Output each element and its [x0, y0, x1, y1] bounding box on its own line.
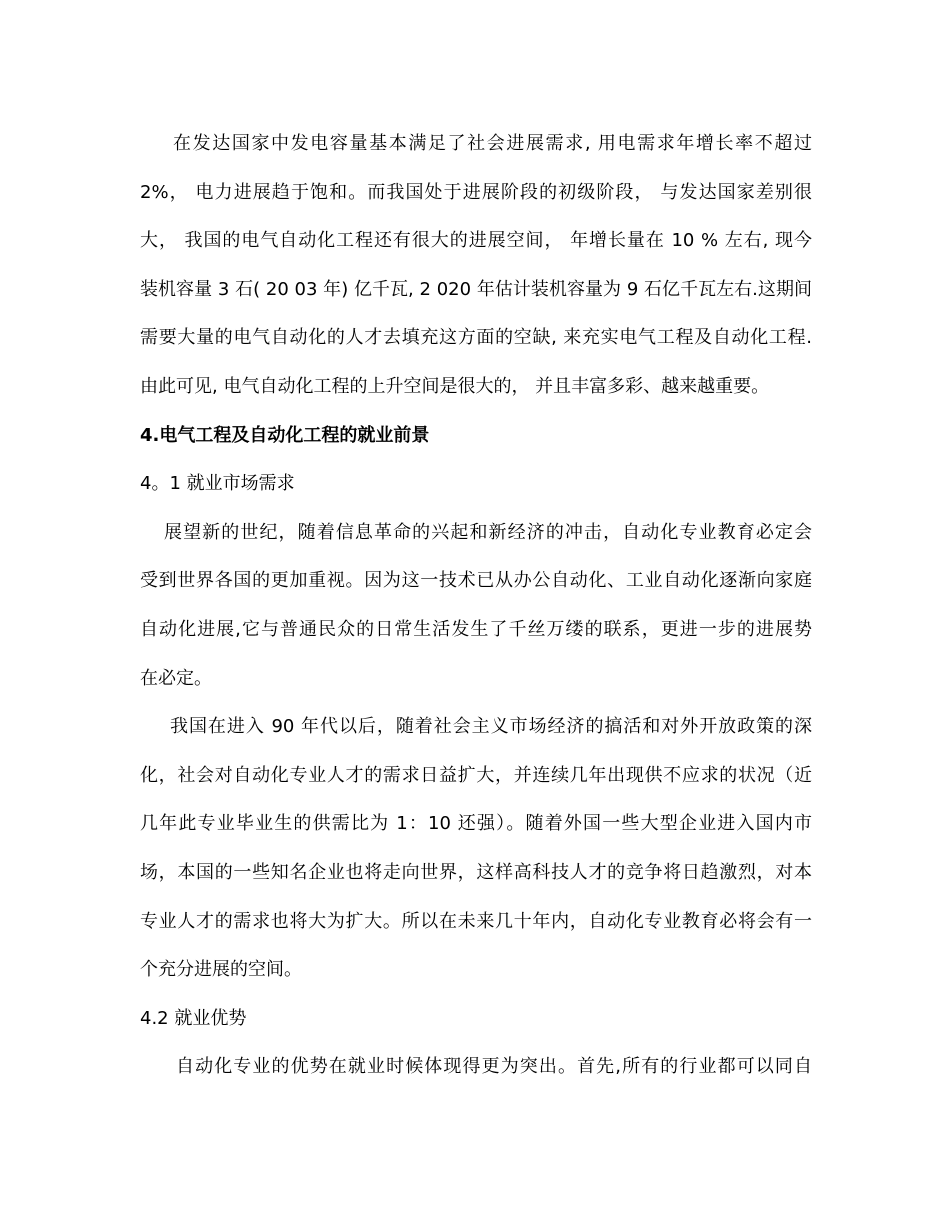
- paragraph-line: 在发达国家中发电容量基本满足了社会进展需求, 用电需求年增长率不超过: [173, 133, 812, 154]
- paragraph-line: 由此可见, 电气自动化工程的上升空间是很大的， 并且丰富多彩、越来越重要。: [140, 375, 770, 397]
- paragraph-line: 受到世界各国的更加重视。因为这一技术已从办公自动化、工业自动化逐渐向家庭: [140, 570, 812, 592]
- paragraph-line: 自动化进展,它与普通民众的日常生活发生了千丝万缕的联系，更进一步的进展势: [140, 618, 812, 640]
- paragraph-line: 展望新的世纪，随着信息革命的兴起和新经济的冲击，自动化专业教育必定会: [164, 521, 812, 543]
- paragraph-line: 我国在进入 90 年代以后，随着社会主义市场经济的搞活和对外开放政策的深: [170, 716, 812, 738]
- paragraph-line: 装机容量 3 石( 20 03 年) 亿千瓦, 2 020 年估计装机容量为 9 石亿千瓦左右.这期间: [140, 278, 812, 300]
- paragraph-line: 2%， 电力进展趋于饱和。而我国处于进展阶段的初级阶段， 与发达国家差别很: [140, 181, 812, 203]
- paragraph-line: 需要大量的电气自动化的人才去填充这方面的空缺, 来充实电气工程及自动化工程.: [140, 327, 812, 349]
- section-heading: 4.电气工程及自动化工程的就业前景: [140, 424, 430, 446]
- paragraph-line: 场，本国的一些知名企业也将走向世界，这样高科技人才的竞争将日趋激烈，对本: [140, 861, 812, 883]
- paragraph-line: 大， 我国的电气自动化工程还有很大的进展空间， 年增长量在 10 % 左右, 现今: [140, 230, 812, 252]
- paragraph-line: 专业人才的需求也将大为扩大。所以在未来几十年内，自动化专业教育必将会有一: [140, 910, 812, 932]
- paragraph-line: 在必定。: [140, 667, 212, 689]
- paragraph-line: 化，社会对自动化专业人才的需求日益扩大，并连续几年出现供不应求的状况（近: [140, 764, 812, 786]
- paragraph-line: 个充分进展的空间。: [140, 959, 302, 981]
- paragraph-line: 自动化专业的优势在就业时候体现得更为突出。首先,所有的行业都可以同自: [176, 1056, 812, 1078]
- paragraph-line: 几年此专业毕业生的供需比为 1：10 还强）。随着外国一些大型企业进入国内市: [140, 813, 812, 835]
- subsection-heading: 4。1 就业市场需求: [140, 473, 295, 495]
- document-body: [140, 126, 812, 1098]
- subsection-heading: 4.2 就业优势: [140, 1007, 247, 1029]
